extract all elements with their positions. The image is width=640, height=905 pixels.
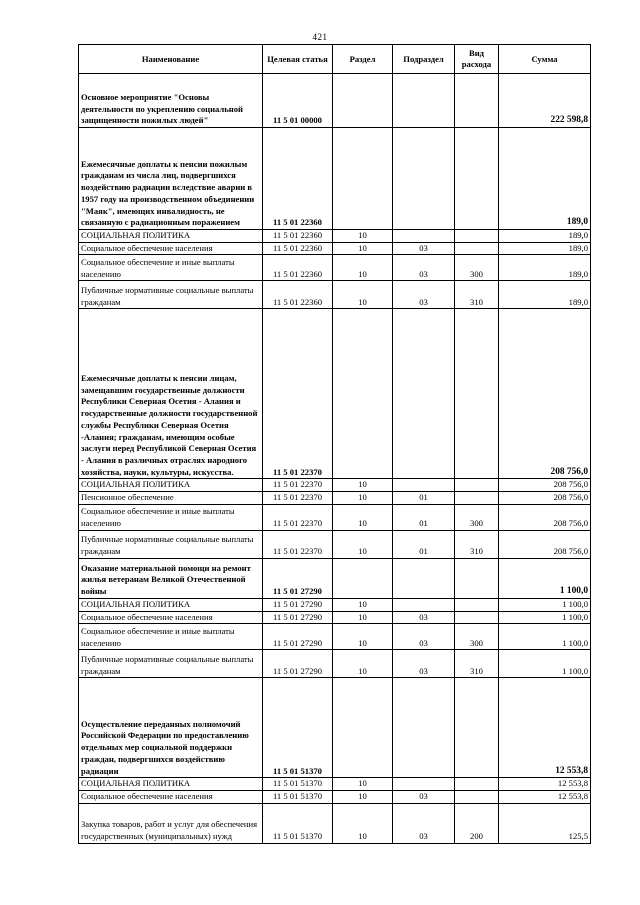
cell-target: 11 5 01 22360 bbox=[263, 281, 333, 309]
header-expense-type: Вид расхода bbox=[455, 45, 499, 74]
cell-expense-type bbox=[455, 309, 499, 479]
cell-expense-type: 300 bbox=[455, 255, 499, 281]
cell-name: СОЦИАЛЬНАЯ ПОЛИТИКА bbox=[79, 479, 263, 492]
cell-subsection: 03 bbox=[393, 281, 455, 309]
cell-amount: 189,0 bbox=[499, 281, 591, 309]
header-subsection: Подраздел bbox=[393, 45, 455, 74]
cell-name: Пенсионное обеспечение bbox=[79, 492, 263, 505]
cell-section: 10 bbox=[333, 778, 393, 791]
header-name: Наименование bbox=[79, 45, 263, 74]
table-row bbox=[79, 558, 591, 598]
header-target: Целевая статья bbox=[263, 45, 333, 74]
cell-target: 11 5 01 27290 bbox=[263, 558, 333, 598]
table-row bbox=[79, 281, 591, 309]
cell-section: 10 bbox=[333, 803, 393, 843]
table-row bbox=[79, 790, 591, 803]
cell-subsection: 03 bbox=[393, 242, 455, 255]
cell-section: 10 bbox=[333, 530, 393, 558]
cell-name: Ежемесячные доплаты к пенсии пожилым гражданам из числа лиц, подвергшихся воздействию радиации вследствие аварии в 1957 году на производственном объединении "Маяк", имеющих инвалидность, не связанную с радиационным поражением bbox=[79, 128, 263, 230]
cell-section: 10 bbox=[333, 255, 393, 281]
cell-subsection bbox=[393, 479, 455, 492]
table-row bbox=[79, 504, 591, 530]
cell-section: 10 bbox=[333, 242, 393, 255]
cell-section bbox=[333, 128, 393, 230]
cell-subsection bbox=[393, 598, 455, 611]
cell-name: Осуществление переданных полномочий Российской Федерации по предоставлению отдельных мер социальной поддержки граждан, подвергшихся воздействию радиации bbox=[79, 678, 263, 778]
cell-amount: 189,0 bbox=[499, 128, 591, 230]
cell-name: Социальное обеспечение и иные выплаты населению bbox=[79, 504, 263, 530]
cell-target: 11 5 01 27290 bbox=[263, 611, 333, 624]
cell-amount: 208 756,0 bbox=[499, 479, 591, 492]
cell-subsection bbox=[393, 230, 455, 243]
table-row bbox=[79, 255, 591, 281]
cell-expense-type bbox=[455, 479, 499, 492]
cell-target: 11 5 01 27290 bbox=[263, 598, 333, 611]
cell-target: 11 5 01 22360 bbox=[263, 128, 333, 230]
table-row bbox=[79, 611, 591, 624]
table-row bbox=[79, 242, 591, 255]
cell-name: Социальное обеспечение населения bbox=[79, 242, 263, 255]
cell-section: 10 bbox=[333, 479, 393, 492]
cell-target: 11 5 01 00000 bbox=[263, 74, 333, 128]
cell-target: 11 5 01 22370 bbox=[263, 309, 333, 479]
cell-subsection: 03 bbox=[393, 624, 455, 650]
cell-target: 11 5 01 51370 bbox=[263, 790, 333, 803]
cell-subsection: 01 bbox=[393, 492, 455, 505]
table-row bbox=[79, 650, 591, 678]
cell-target: 11 5 01 51370 bbox=[263, 678, 333, 778]
table-header-row bbox=[79, 45, 591, 74]
cell-name: Оказание материальной помощи на ремонт жилья ветеранам Великой Отечественной войны bbox=[79, 558, 263, 598]
cell-name: СОЦИАЛЬНАЯ ПОЛИТИКА bbox=[79, 778, 263, 791]
cell-target: 11 5 01 22360 bbox=[263, 230, 333, 243]
cell-subsection: 03 bbox=[393, 803, 455, 843]
cell-name: СОЦИАЛЬНАЯ ПОЛИТИКА bbox=[79, 598, 263, 611]
cell-amount: 222 598,8 bbox=[499, 74, 591, 128]
cell-name: Социальное обеспечение населения bbox=[79, 790, 263, 803]
cell-expense-type bbox=[455, 242, 499, 255]
cell-name: Публичные нормативные социальные выплаты гражданам bbox=[79, 281, 263, 309]
cell-name: Публичные нормативные социальные выплаты гражданам bbox=[79, 530, 263, 558]
cell-target: 11 5 01 22370 bbox=[263, 479, 333, 492]
cell-section: 10 bbox=[333, 650, 393, 678]
page-number: 421 bbox=[312, 32, 328, 42]
cell-amount: 208 756,0 bbox=[499, 530, 591, 558]
cell-amount: 208 756,0 bbox=[499, 309, 591, 479]
table-row bbox=[79, 803, 591, 843]
cell-target: 11 5 01 27290 bbox=[263, 624, 333, 650]
cell-section: 10 bbox=[333, 611, 393, 624]
table-row bbox=[79, 479, 591, 492]
cell-section: 10 bbox=[333, 504, 393, 530]
cell-section bbox=[333, 678, 393, 778]
cell-subsection: 03 bbox=[393, 611, 455, 624]
table-row bbox=[79, 624, 591, 650]
cell-amount: 1 100,0 bbox=[499, 650, 591, 678]
cell-expense-type: 300 bbox=[455, 624, 499, 650]
cell-expense-type bbox=[455, 74, 499, 128]
cell-expense-type bbox=[455, 492, 499, 505]
cell-section: 10 bbox=[333, 598, 393, 611]
cell-subsection bbox=[393, 309, 455, 479]
cell-subsection: 03 bbox=[393, 790, 455, 803]
cell-expense-type: 310 bbox=[455, 650, 499, 678]
cell-section bbox=[333, 74, 393, 128]
cell-amount: 208 756,0 bbox=[499, 492, 591, 505]
table-row bbox=[79, 778, 591, 791]
cell-target: 11 5 01 22360 bbox=[263, 242, 333, 255]
table-row bbox=[79, 598, 591, 611]
cell-expense-type: 200 bbox=[455, 803, 499, 843]
cell-name: Социальное обеспечение и иные выплаты населению bbox=[79, 255, 263, 281]
budget-table bbox=[78, 44, 591, 844]
cell-amount: 189,0 bbox=[499, 242, 591, 255]
cell-amount: 12 553,8 bbox=[499, 778, 591, 791]
cell-name: Публичные нормативные социальные выплаты гражданам bbox=[79, 650, 263, 678]
cell-target: 11 5 01 22370 bbox=[263, 504, 333, 530]
cell-amount: 12 553,8 bbox=[499, 678, 591, 778]
cell-amount: 1 100,0 bbox=[499, 624, 591, 650]
table-row bbox=[79, 492, 591, 505]
cell-name: Социальное обеспечение и иные выплаты населению bbox=[79, 624, 263, 650]
cell-amount: 208 756,0 bbox=[499, 504, 591, 530]
cell-target: 11 5 01 51370 bbox=[263, 778, 333, 791]
cell-subsection bbox=[393, 678, 455, 778]
cell-amount: 1 100,0 bbox=[499, 611, 591, 624]
cell-section: 10 bbox=[333, 790, 393, 803]
cell-subsection: 03 bbox=[393, 255, 455, 281]
cell-subsection bbox=[393, 74, 455, 128]
cell-name: Закупка товаров, работ и услуг для обеспечения государственных (муниципальных) нужд bbox=[79, 803, 263, 843]
cell-expense-type: 310 bbox=[455, 281, 499, 309]
cell-section: 10 bbox=[333, 230, 393, 243]
cell-expense-type bbox=[455, 128, 499, 230]
cell-expense-type bbox=[455, 598, 499, 611]
cell-section: 10 bbox=[333, 492, 393, 505]
cell-section bbox=[333, 558, 393, 598]
cell-amount: 12 553,8 bbox=[499, 790, 591, 803]
cell-subsection bbox=[393, 558, 455, 598]
table-row bbox=[79, 530, 591, 558]
cell-expense-type bbox=[455, 678, 499, 778]
table-row bbox=[79, 230, 591, 243]
cell-subsection: 01 bbox=[393, 530, 455, 558]
cell-amount: 1 100,0 bbox=[499, 558, 591, 598]
cell-name: СОЦИАЛЬНАЯ ПОЛИТИКА bbox=[79, 230, 263, 243]
cell-section bbox=[333, 309, 393, 479]
cell-target: 11 5 01 22370 bbox=[263, 530, 333, 558]
cell-name: Ежемесячные доплаты к пенсии лицам, замещавшим государственные должности Республики Северная Осетия - Алания и государственные должности государственной службы Республики Северная Осетия -Алания; гражданам, имеющим особые заслуги перед Республикой Северная Осетия - Алания в различных отраслях народного хозяйства, науки, культуры, искусства. bbox=[79, 309, 263, 479]
cell-section: 10 bbox=[333, 281, 393, 309]
cell-expense-type: 300 bbox=[455, 504, 499, 530]
cell-expense-type bbox=[455, 778, 499, 791]
cell-target: 11 5 01 51370 bbox=[263, 803, 333, 843]
cell-target: 11 5 01 22360 bbox=[263, 255, 333, 281]
cell-subsection: 03 bbox=[393, 650, 455, 678]
cell-amount: 189,0 bbox=[499, 255, 591, 281]
header-amount: Сумма bbox=[499, 45, 591, 74]
cell-expense-type bbox=[455, 611, 499, 624]
cell-target: 11 5 01 27290 bbox=[263, 650, 333, 678]
table-row bbox=[79, 678, 591, 778]
cell-subsection: 01 bbox=[393, 504, 455, 530]
table-row bbox=[79, 309, 591, 479]
cell-subsection bbox=[393, 128, 455, 230]
cell-target: 11 5 01 22370 bbox=[263, 492, 333, 505]
cell-amount: 125,5 bbox=[499, 803, 591, 843]
header-section: Раздел bbox=[333, 45, 393, 74]
cell-amount: 189,0 bbox=[499, 230, 591, 243]
cell-expense-type bbox=[455, 790, 499, 803]
cell-name: Основное мероприятие "Основы деятельности по укреплению социальной защищенности пожилых людей" bbox=[79, 74, 263, 128]
cell-name: Социальное обеспечение населения bbox=[79, 611, 263, 624]
table-row bbox=[79, 74, 591, 128]
cell-amount: 1 100,0 bbox=[499, 598, 591, 611]
cell-expense-type bbox=[455, 558, 499, 598]
cell-subsection bbox=[393, 778, 455, 791]
cell-expense-type bbox=[455, 230, 499, 243]
cell-section: 10 bbox=[333, 624, 393, 650]
cell-expense-type: 310 bbox=[455, 530, 499, 558]
table-row bbox=[79, 128, 591, 230]
